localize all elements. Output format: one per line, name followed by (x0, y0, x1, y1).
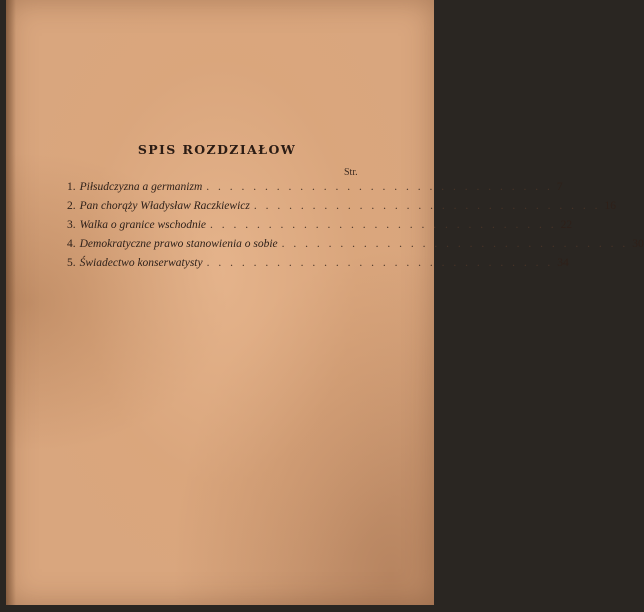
toc-entry-page: 22 (560, 219, 573, 231)
toc-entry-number: 3. (67, 219, 76, 231)
toc-entry-title: Walka o granice wschodnie (79, 219, 207, 231)
book-page (6, 0, 434, 605)
toc-dot-leader: . . . . . . . . . . . . . . . . . . . . . . . . . . . . . . (206, 257, 554, 269)
toc-entry-title: Pan chorąży Władysław Raczkiewicz (79, 200, 250, 212)
toc-entry-title: Świadectwo konserwatysty (79, 257, 203, 269)
toc-dot-leader: . . . . . . . . . . . . . . . . . . . . . . . . . . . . . . (210, 219, 557, 231)
toc-entry-page: 16 (604, 200, 616, 212)
toc-entry-3 (67, 219, 573, 238)
toc-entry-title: Piłsudczyzna a germanizm (79, 181, 203, 193)
toc-entry-1 (67, 181, 563, 200)
toc-dot-leader: . . . . . . . . . . . . . . . . . . . . . . . . . . . . . . (281, 238, 629, 250)
toc-entry-page: 34 (557, 257, 569, 269)
toc-entry-5 (67, 257, 569, 276)
toc-entry-2 (67, 200, 616, 219)
toc-entry-number: 1. (67, 181, 76, 193)
toc-entry-page: 30 (632, 238, 644, 250)
toc-entry-title: Demokratyczne prawo stanowienia o sobie (79, 238, 278, 250)
toc-heading: SPIS ROZDZIAŁOW (137, 142, 297, 157)
toc-entry-page: 7 (556, 181, 563, 193)
toc-dot-leader: . . . . . . . . . . . . . . . . . . . . . . . . . . . . . . (253, 200, 601, 212)
page-spine-shadow (6, 0, 16, 605)
toc-entry-4 (67, 238, 644, 257)
toc-entry-number: 2. (67, 200, 76, 212)
table-of-contents (67, 181, 644, 276)
toc-entry-number: 4. (67, 238, 76, 250)
toc-dot-leader: . . . . . . . . . . . . . . . . . . . . . . . . . . . . . . (206, 181, 553, 193)
toc-entry-number: 5. (67, 257, 76, 269)
page-column-label: Str. (344, 167, 358, 178)
